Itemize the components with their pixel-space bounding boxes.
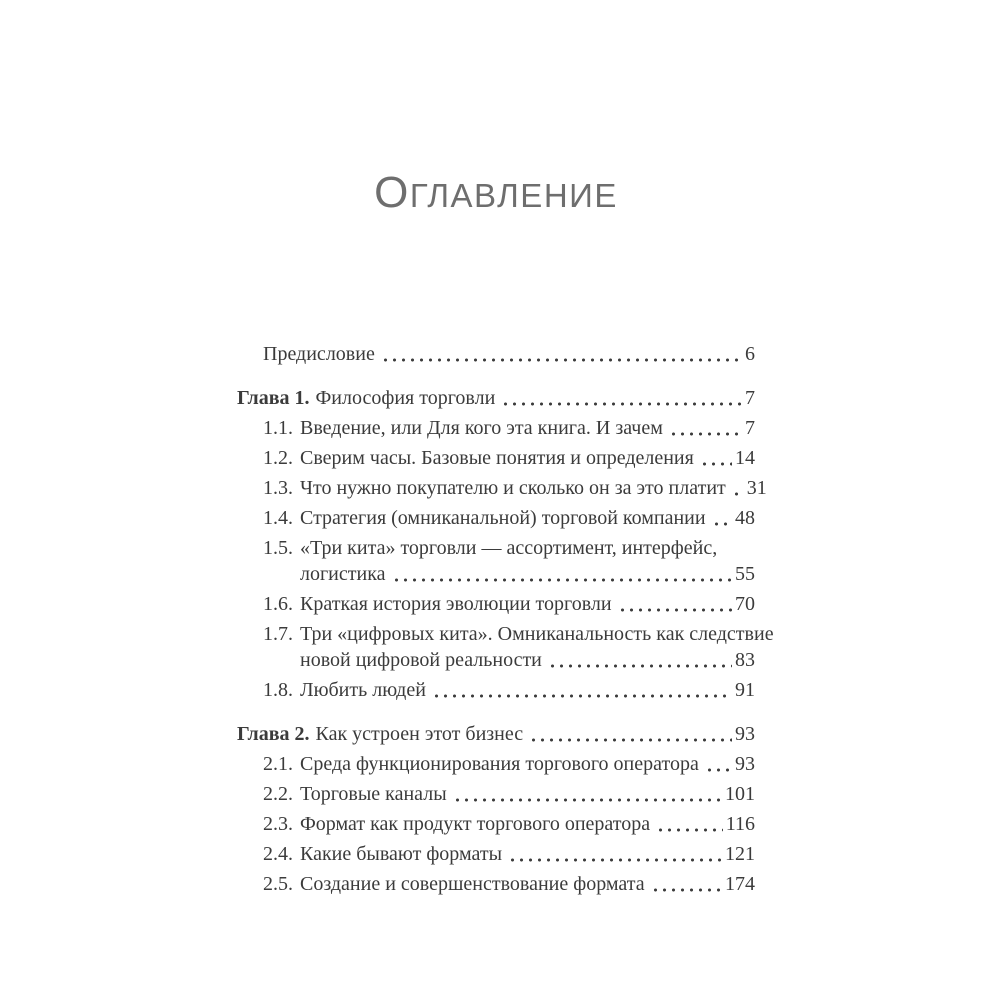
chapter-label: Глава 1. — [237, 387, 310, 409]
dot-leader — [705, 751, 732, 777]
toc-entry — [237, 781, 755, 807]
toc-line — [237, 341, 755, 367]
toc-line — [237, 385, 755, 411]
dot-leader — [529, 721, 732, 747]
toc-entry — [237, 415, 755, 441]
entry-title: Создание и совершенствование формата — [300, 873, 645, 895]
toc-entry — [237, 841, 755, 867]
page-number: 7 — [745, 387, 755, 409]
toc-entry — [237, 535, 755, 587]
page-number: 116 — [725, 813, 755, 835]
page-number: 174 — [725, 873, 755, 895]
dot-leader — [651, 871, 722, 897]
toc-line — [237, 415, 755, 441]
page-number: 55 — [735, 563, 755, 585]
dot-leader — [732, 475, 744, 501]
entry-number: 1.4. — [263, 507, 293, 529]
entry-number: 1.7. — [263, 623, 293, 645]
toc-entry — [237, 751, 755, 777]
toc-line — [237, 841, 755, 867]
dot-leader — [656, 811, 723, 837]
entry-number: 2.3. — [263, 813, 293, 835]
entry-title: Введение, или Для кого эта книга. И зачем — [300, 417, 663, 439]
dot-leader — [700, 445, 732, 471]
toc-entry — [237, 591, 755, 617]
toc-entry — [237, 721, 755, 747]
table-of-contents — [237, 341, 774, 897]
toc-entry — [237, 811, 755, 837]
page-number: 48 — [735, 507, 755, 529]
entry-number: 2.2. — [263, 783, 293, 805]
entry-number: 1.6. — [263, 593, 293, 615]
entry-title: Любить людей — [300, 679, 426, 701]
entry-number: 1.1. — [263, 417, 293, 439]
entry-number: 1.3. — [263, 477, 293, 499]
page-number: 14 — [735, 447, 755, 469]
dot-leader — [548, 647, 732, 673]
toc-line — [237, 721, 755, 747]
entry-title: Краткая история эволюции торговли — [300, 593, 612, 615]
dot-leader — [501, 385, 742, 411]
dot-leader — [618, 591, 732, 617]
entry-title: Стратегия (омниканальной) торговой компании — [300, 507, 706, 529]
entry-title: Торговые каналы — [300, 783, 447, 805]
entry-title-continuation: логистика — [300, 563, 386, 585]
page-number: 70 — [735, 593, 755, 615]
toc-entry — [237, 385, 755, 411]
entry-title: Как устроен этот бизнес — [315, 723, 524, 745]
entry-number-spacer — [263, 561, 300, 587]
dot-leader — [381, 341, 742, 367]
dot-leader — [453, 781, 722, 807]
entry-title: Какие бывают форматы — [300, 843, 503, 865]
toc-line — [237, 445, 755, 471]
toc-content — [237, 168, 774, 897]
toc-line — [237, 781, 755, 807]
toc-line — [237, 505, 755, 531]
page-title: ОГЛАВЛЕНИЕ — [374, 168, 618, 217]
toc-entry — [237, 677, 755, 703]
entry-title: Три «цифровых кита». Омниканальность как следствие — [300, 623, 774, 645]
dot-leader — [712, 505, 732, 531]
page-number: 93 — [735, 723, 755, 745]
entry-number: 1.8. — [263, 679, 293, 701]
page-number: 6 — [745, 343, 755, 365]
page-number: 121 — [725, 843, 755, 865]
toc-entry — [237, 871, 755, 897]
entry-number-spacer — [263, 647, 300, 673]
chapter-label: Глава 2. — [237, 723, 310, 745]
entry-number: 1.2. — [263, 447, 293, 469]
page-number: 7 — [745, 417, 755, 439]
toc-line — [237, 475, 767, 501]
toc-line — [237, 535, 755, 561]
entry-title: Сверим часы. Базовые понятия и определения — [300, 447, 694, 469]
toc-line — [237, 811, 755, 837]
toc-line-continuation — [237, 561, 755, 587]
toc-entry — [237, 445, 755, 471]
entry-number: 2.5. — [263, 873, 293, 895]
page-number: 93 — [735, 753, 755, 775]
toc-line — [237, 591, 755, 617]
page-number: 83 — [735, 649, 755, 671]
page-number: 91 — [735, 679, 755, 701]
toc-entry — [237, 621, 774, 673]
page-number: 101 — [725, 783, 755, 805]
entry-title: Предисловие — [263, 343, 375, 365]
toc-entry — [237, 475, 767, 501]
toc-line-continuation — [237, 647, 755, 673]
entry-title: «Три кита» торговли — ассортимент, интерфейс, — [300, 537, 718, 559]
entry-title: Что нужно покупателю и сколько он за это платит — [300, 477, 726, 499]
page-number: 31 — [746, 477, 767, 499]
entry-number: 2.4. — [263, 843, 293, 865]
entry-title-continuation: новой цифровой реальности — [300, 649, 542, 671]
entry-number: 1.5. — [263, 537, 293, 559]
toc-entry — [237, 505, 755, 531]
toc-entry — [237, 341, 755, 367]
toc-line — [237, 621, 774, 647]
entry-number: 2.1. — [263, 753, 293, 775]
entry-title: Философия торговли — [315, 387, 496, 409]
dot-leader — [392, 561, 733, 587]
entry-title: Формат как продукт торгового оператора — [300, 813, 651, 835]
dot-leader — [669, 415, 742, 441]
dot-leader — [432, 677, 732, 703]
entry-title: Среда функционирования торгового оператора — [300, 753, 699, 775]
dot-leader — [508, 841, 722, 867]
toc-line — [237, 677, 755, 703]
toc-line — [237, 751, 755, 777]
toc-line — [237, 871, 755, 897]
